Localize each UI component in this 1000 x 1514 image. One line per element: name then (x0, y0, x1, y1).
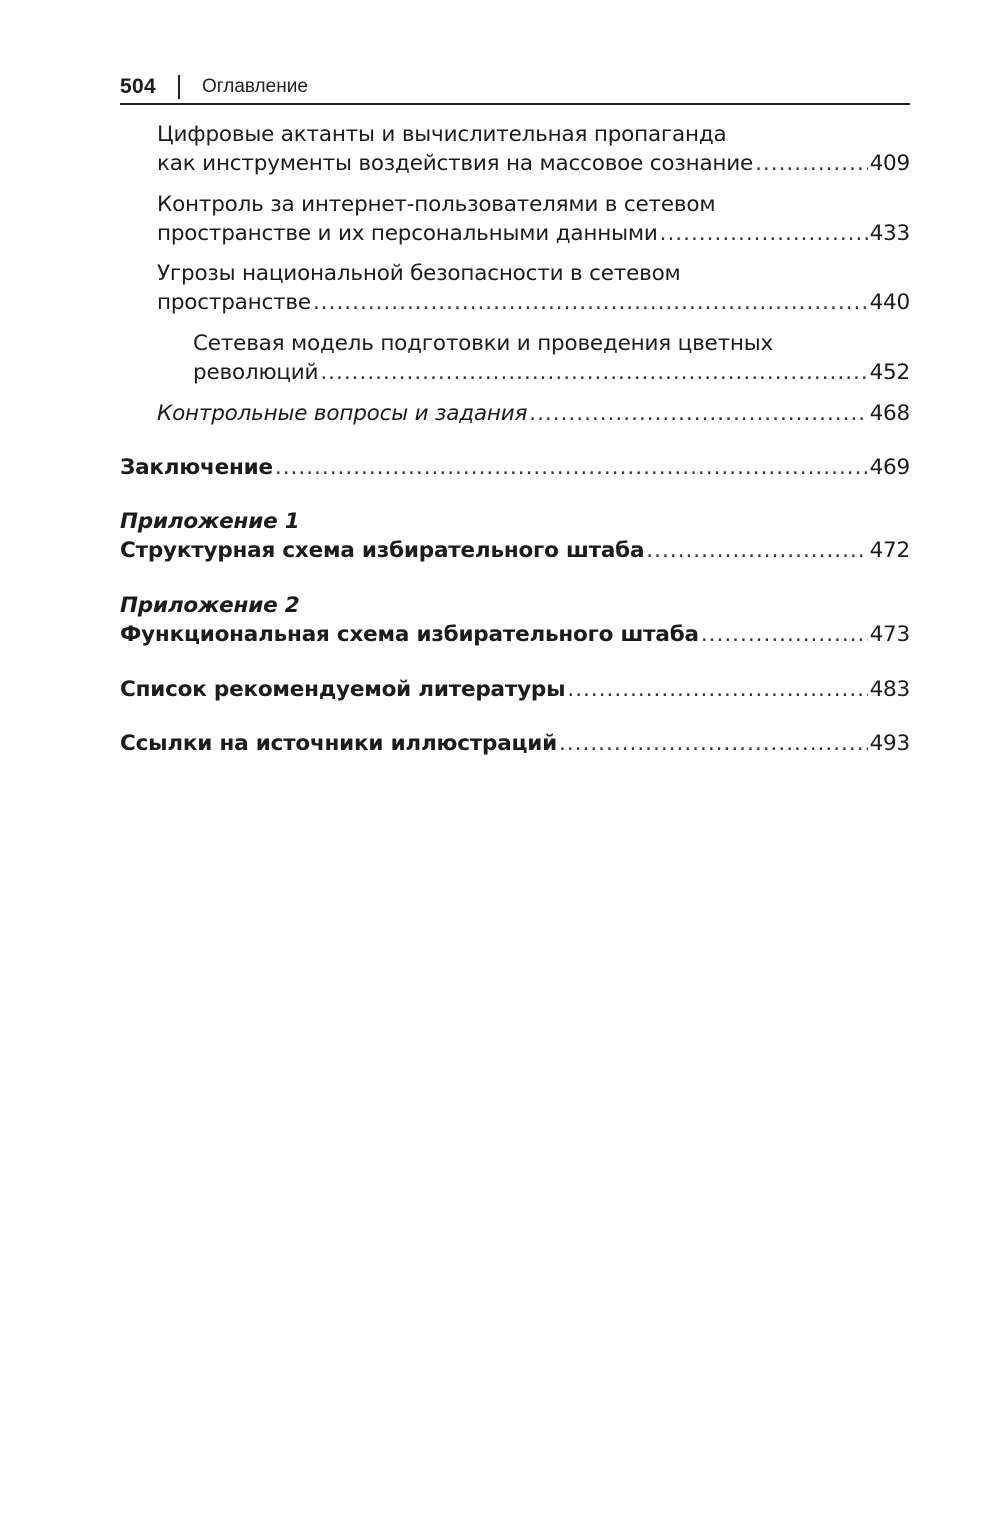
toc-entry-title: Список рекомендуемой литературы (120, 677, 566, 702)
toc-entry-title-line2: революций (193, 360, 319, 385)
toc-entry-title-line1: Сетевая модель подготовки и проведения цветных (193, 331, 774, 356)
dot-leader (701, 620, 868, 649)
toc-entry-review-questions[interactable] (120, 399, 910, 428)
toc-entry-page: 483 (869, 677, 910, 702)
dot-leader (559, 729, 868, 758)
toc-entry-page: 409 (869, 151, 910, 176)
toc-entry-title: Заключение (120, 455, 273, 480)
toc-entry-title-line2: пространстве и их персональными данными (157, 221, 658, 246)
dot-leader (313, 288, 868, 317)
toc-entry-title: Функциональная схема избирательного штаба (120, 622, 699, 647)
toc-entry-conclusion[interactable] (120, 453, 910, 482)
toc-entry-page: 452 (869, 360, 910, 385)
toc-entry-title: Ссылки на источники иллюстраций (120, 731, 557, 756)
toc-entry-security-threats[interactable] (120, 259, 910, 317)
toc-entry-user-control[interactable] (120, 190, 910, 248)
toc-entry-title-line2: пространстве (157, 290, 311, 315)
toc-entry-title-line2: как инструменты воздействия на массовое сознание (157, 151, 754, 176)
toc-entry-title-line1: Контроль за интернет-пользователями в сетевом (157, 192, 716, 217)
dot-leader (320, 358, 867, 387)
toc-entry-illustration-sources[interactable] (120, 729, 910, 758)
page-number: 504 (120, 75, 156, 98)
toc-entry-page: 493 (869, 731, 910, 756)
toc-entry-page: 472 (869, 538, 910, 563)
header-rule (120, 103, 910, 105)
toc-entry-title-line1: Угрозы национальной безопасности в сетевом (157, 261, 681, 286)
toc-entry-title: Структурная схема избирательного штаба (120, 538, 645, 563)
dot-leader (755, 149, 867, 178)
dot-leader (275, 453, 868, 482)
toc-entry-appendix-1[interactable] (120, 507, 910, 565)
toc-entry-page: 440 (869, 290, 910, 315)
appendix-label: Приложение 2 (120, 593, 300, 618)
toc-entry-color-revolutions[interactable] (120, 329, 910, 387)
toc-entry-title: Контрольные вопросы и задания (157, 401, 528, 426)
toc-entry-digital-actants[interactable] (120, 120, 910, 178)
dot-leader (567, 675, 867, 704)
dot-leader (646, 536, 867, 565)
toc-entry-page: 469 (869, 455, 910, 480)
dot-leader (660, 219, 868, 248)
header-separator (178, 75, 180, 99)
toc-entry-page: 473 (869, 622, 910, 647)
dot-leader (529, 399, 867, 428)
toc-entry-page: 468 (869, 401, 910, 426)
toc-entry-appendix-2[interactable] (120, 591, 910, 649)
toc-entry-title-line1: Цифровые актанты и вычислительная пропаганда (157, 122, 727, 147)
toc-entry-page: 433 (869, 221, 910, 246)
appendix-label: Приложение 1 (120, 509, 300, 534)
running-section-title: Оглавление (201, 76, 308, 97)
toc-entry-recommended-literature[interactable] (120, 675, 910, 704)
running-header (120, 72, 910, 102)
